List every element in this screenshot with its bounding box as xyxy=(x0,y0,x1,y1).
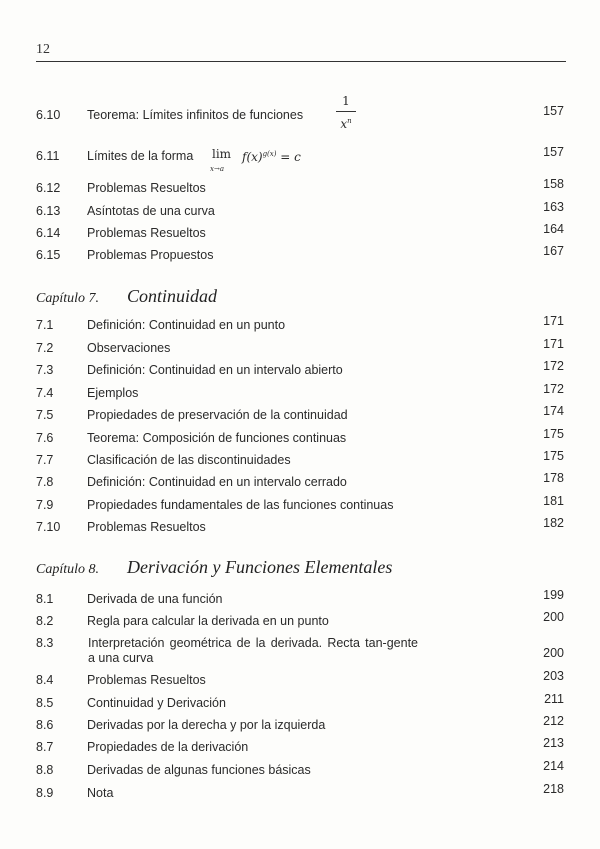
entry-title: Derivadas por la derecha y por la izquierda xyxy=(87,718,326,732)
entry-number: 8.5 xyxy=(36,696,54,710)
entry-page: 171 xyxy=(543,314,564,328)
entry-title: Continuidad y Derivación xyxy=(87,696,226,710)
entry-title: Regla para calcular la derivada en un punto xyxy=(87,614,329,628)
entry-number: 7.8 xyxy=(36,475,54,489)
entry-page: 214 xyxy=(543,759,564,773)
entry-number: 7.1 xyxy=(36,318,54,332)
fraction-denominator xyxy=(336,112,356,132)
entry-number: 8.6 xyxy=(36,718,54,732)
fraction-exponent: n xyxy=(347,117,352,125)
entry-page: 218 xyxy=(543,782,564,796)
entry-page: 178 xyxy=(543,471,564,485)
entry-page: 175 xyxy=(543,449,564,463)
entry-title: Derivadas de algunas funciones básicas xyxy=(87,763,311,777)
entry-title: Límites de la forma xyxy=(87,149,194,163)
entry-page: 172 xyxy=(543,359,564,373)
entry-number: 6.13 xyxy=(36,204,61,218)
limit-base: f(x) xyxy=(242,150,263,164)
entry-page: 182 xyxy=(543,516,564,530)
entry-number: 8.9 xyxy=(36,786,54,800)
entry-page: 163 xyxy=(543,200,564,214)
entry-title: Problemas Propuestos xyxy=(87,248,214,262)
entry-number: 6.15 xyxy=(36,248,61,262)
entry-number: 8.4 xyxy=(36,673,54,687)
entry-number: 7.4 xyxy=(36,386,54,400)
fraction-numerator: 1 xyxy=(336,94,356,112)
entry-title: Definición: Continuidad en un punto xyxy=(87,318,286,332)
entry-title: Problemas Resueltos xyxy=(87,520,206,534)
entry-number: 7.2 xyxy=(36,341,54,355)
page-number: 12 xyxy=(36,42,50,57)
entry-page: 172 xyxy=(543,382,564,396)
entry-page: 213 xyxy=(543,736,564,750)
limit-exponent: g(x) xyxy=(262,150,277,158)
limit-subscript: x→a xyxy=(210,165,224,173)
entry-title: Definición: Continuidad en un intervalo abierto xyxy=(87,363,343,377)
entry-title: Propiedades de la derivación xyxy=(87,740,249,754)
entry-title: Teorema: Composición de funciones continuas xyxy=(87,431,347,445)
entry-number: 6.12 xyxy=(36,181,61,195)
entry-title: Problemas Resueltos xyxy=(87,673,206,687)
fraction-base: x xyxy=(340,117,348,131)
entry-page: 175 xyxy=(543,427,564,441)
entry-title: Teorema: Límites infinitos de funciones xyxy=(87,108,304,122)
limit-equality: = c xyxy=(276,150,301,164)
entry-number: 8.1 xyxy=(36,592,54,606)
header-rule xyxy=(36,61,566,62)
entry-number: 7.5 xyxy=(36,408,54,422)
entry-page: 211 xyxy=(544,692,564,706)
entry-title: Nota xyxy=(87,786,114,800)
entry-page: 167 xyxy=(543,244,564,258)
entry-title: Problemas Resueltos xyxy=(87,181,206,195)
entry-number: 8.7 xyxy=(36,740,54,754)
entry-page: 164 xyxy=(543,222,564,236)
entry-page: 157 xyxy=(543,145,564,159)
chapter-name: Derivación y Funciones Elementales xyxy=(127,557,393,577)
chapter-7-heading xyxy=(36,286,217,307)
entry-number: 7.9 xyxy=(36,498,54,512)
entry-title: Interpretación geométrica de la derivada. Recta tan-gente a una curva xyxy=(88,636,418,665)
entry-number: 8.2 xyxy=(36,614,54,628)
entry-number: 7.7 xyxy=(36,453,54,467)
entry-page: 199 xyxy=(543,588,564,602)
entry-number: 6.14 xyxy=(36,226,61,240)
chapter-label: Capítulo 8. xyxy=(36,562,100,577)
entry-number: 8.8 xyxy=(36,763,54,777)
entry-number: 6.11 xyxy=(36,149,60,163)
entry-page: 158 xyxy=(543,177,564,191)
entry-page: 203 xyxy=(543,669,564,683)
fraction-one-over-x-n xyxy=(336,94,356,132)
limit-body xyxy=(242,147,301,165)
entry-title: Derivada de una función xyxy=(87,592,223,606)
entry-number: 7.3 xyxy=(36,363,54,377)
entry-title: Propiedades fundamentales de las funciones continuas xyxy=(87,498,394,512)
limit-operator: lim xyxy=(212,147,232,161)
entry-page: 200 xyxy=(543,610,564,624)
entry-title: Definición: Continuidad en un intervalo cerrado xyxy=(87,475,347,489)
entry-title: Propiedades de preservación de la continuidad xyxy=(87,408,348,422)
chapter-name: Continuidad xyxy=(127,286,218,306)
entry-page: 212 xyxy=(543,714,564,728)
chapter-label: Capítulo 7. xyxy=(36,291,100,306)
entry-page: 174 xyxy=(543,404,564,418)
entry-title: Problemas Resueltos xyxy=(87,226,206,240)
entry-title: Clasificación de las discontinuidades xyxy=(87,453,291,467)
entry-number: 7.6 xyxy=(36,431,54,445)
entry-number: 6.10 xyxy=(36,108,61,122)
entry-title: Ejemplos xyxy=(87,386,139,400)
entry-page: 171 xyxy=(543,337,564,351)
entry-title: Observaciones xyxy=(87,341,171,355)
entry-page: 181 xyxy=(543,494,564,508)
entry-title: Asíntotas de una curva xyxy=(87,204,215,218)
entry-page: 157 xyxy=(543,104,564,118)
entry-page: 200 xyxy=(543,646,564,660)
entry-number: 8.3 xyxy=(36,636,54,650)
entry-number: 7.10 xyxy=(36,520,61,534)
chapter-8-heading xyxy=(36,557,392,578)
